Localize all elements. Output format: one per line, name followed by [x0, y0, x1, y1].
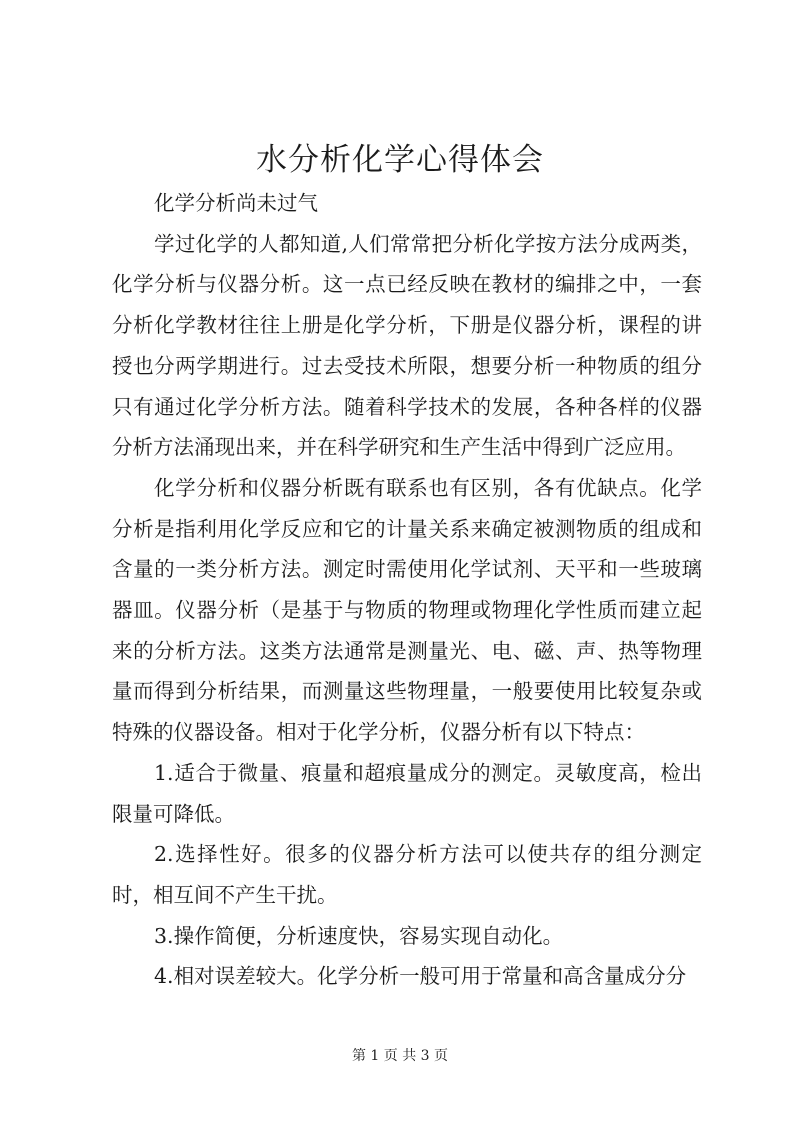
list-item-3: 3.操作简便，分析速度快，容易实现自动化。 [154, 923, 564, 948]
paragraph-comparison: 化学分析和仪器分析既有联系也有区别，各有优缺点。化学分析是指利用化学反应和它的计量关系来确定被测物质的组成和含量的一类分析方法。测定时需使用化学试剂、天平和一些玻璃器皿。仪器分析（是基于与物质的物理或物理化学性质而建立起来的分析方法。这类方法通常是测量光、电、磁、声、热等物理量而得到分析结果，而测量这些物理量，一般要使用比较复杂或特殊的仪器设备。相对于化学分析，仪器分析有以下特点： [112, 475, 702, 745]
list-item-2: 2.选择性好。很多的仪器分析方法可以使共存的组分测定时，相互间不产生干扰。 [112, 842, 702, 907]
document-body [112, 183, 702, 997]
paragraph-intro: 学过化学的人都知道,人们常常把分析化学按方法分成两类，化学分析与仪器分析。这一点已经反映在教材的编排之中，一套分析化学教材往往上册是化学分析，下册是仪器分析，课程的讲授也分两学期进行。过去受技术所限，想要分析一种物质的组分只有通过化学分析方法。随着科学技术的发展，各种各样的仪器分析方法涌现出来，并在科学研究和生产生活中得到广泛应用。 [112, 231, 702, 460]
document-title: 水分析化学心得体会 [256, 142, 544, 178]
list-item-1: 1.适合于微量、痕量和超痕量成分的测定。灵敏度高，检出限量可降低。 [112, 760, 702, 826]
list-item-4: 4.相对误差较大。化学分析一般可用于常量和高含量成分分 [154, 964, 687, 989]
paragraph-subtitle: 化学分析尚未过气 [154, 191, 319, 215]
page-number-footer: 第 1 页 共 3 页 [351, 1048, 449, 1064]
